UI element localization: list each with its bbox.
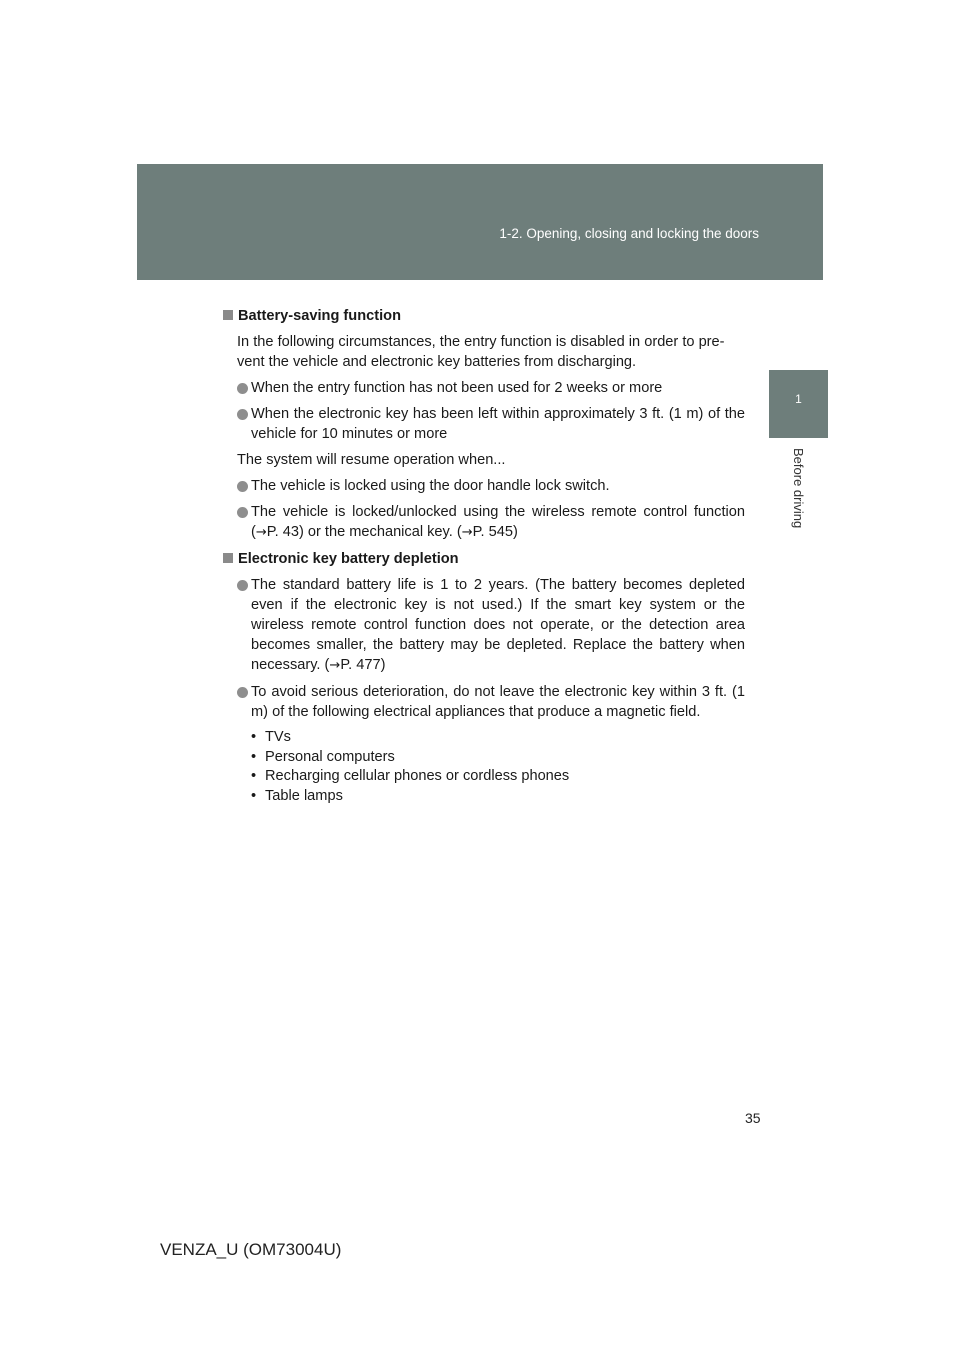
resume-item-text-a: The vehicle is locked/unlocked using the wireless remote control function ( [251,504,745,540]
page-number: 35 [745,1110,761,1126]
resume-intro-text: The system will resume operation when... [237,452,506,468]
resume-intro [237,450,745,470]
battery-saving-intro-text: In the following circumstances, the entry function is disabled in order to pre-vent the vehicle and electronic key batteries from discharging. [237,334,725,370]
condition-text: When the entry function has not been used for 2 weeks or more [251,380,663,396]
chapter-number: 1 [795,392,802,406]
square-bullet-icon [223,310,233,320]
circle-bullet-icon [237,409,248,420]
circle-bullet-icon [237,507,248,518]
depletion-item [223,575,745,676]
circle-bullet-icon [237,687,248,698]
header-band [137,164,823,280]
arrow-right-icon: → [329,658,341,673]
circle-bullet-icon [237,383,248,394]
appliance-list [251,728,745,806]
list-item: • Table lamps [251,787,745,807]
list-item: • Recharging cellular phones or cordless phones [251,767,745,787]
circle-bullet-icon [237,481,248,492]
chapter-tab [769,370,828,438]
depletion-item-text-a: The standard battery life is 1 to 2 years. (The battery becomes depleted even if the electronic key is not used.) If the smart key system or the wireless remote control function does not operate, or the detection area becomes smaller, the battery may be depleted. Replace the battery when necessary. ( [251,577,745,673]
battery-saving-heading [223,306,745,326]
depletion-item-text: To avoid serious deterioration, do not leave the electronic key within 3 ft. (1 m) of the following electrical appliances that produce a magnetic field. [251,684,745,720]
chapter-label [790,448,810,548]
circle-bullet-icon [237,580,248,591]
resume-item [223,476,745,496]
chapter-label-text: Before driving [791,448,806,529]
condition-item [223,404,745,444]
list-item: • TVs [251,728,745,748]
battery-depletion-heading-text: Electronic key battery depletion [238,551,459,567]
battery-depletion-heading [223,549,745,569]
section-title: 1-2. Opening, closing and locking the doors [499,226,759,241]
condition-text: When the electronic key has been left within approximately 3 ft. (1 m) of the vehicle for 10 minutes or more [251,406,745,442]
arrow-right-icon: → [461,525,473,540]
battery-saving-intro [237,332,745,372]
condition-item [223,378,745,398]
document-code: VENZA_U (OM73004U) [160,1240,342,1259]
resume-item [223,502,745,543]
page-ref-477[interactable]: P. 477) [340,657,386,673]
page-ref-545[interactable]: P. 545) [472,524,518,540]
depletion-item [223,682,745,722]
battery-saving-heading-text: Battery-saving function [238,308,401,324]
square-bullet-icon [223,553,233,563]
list-item: • Personal computers [251,748,745,768]
arrow-right-icon: → [255,525,267,540]
page-ref-43[interactable]: P. 43) or the mechanical key. ( [266,524,462,540]
page-content [223,306,745,806]
resume-item-text: The vehicle is locked using the door handle lock switch. [251,478,610,494]
